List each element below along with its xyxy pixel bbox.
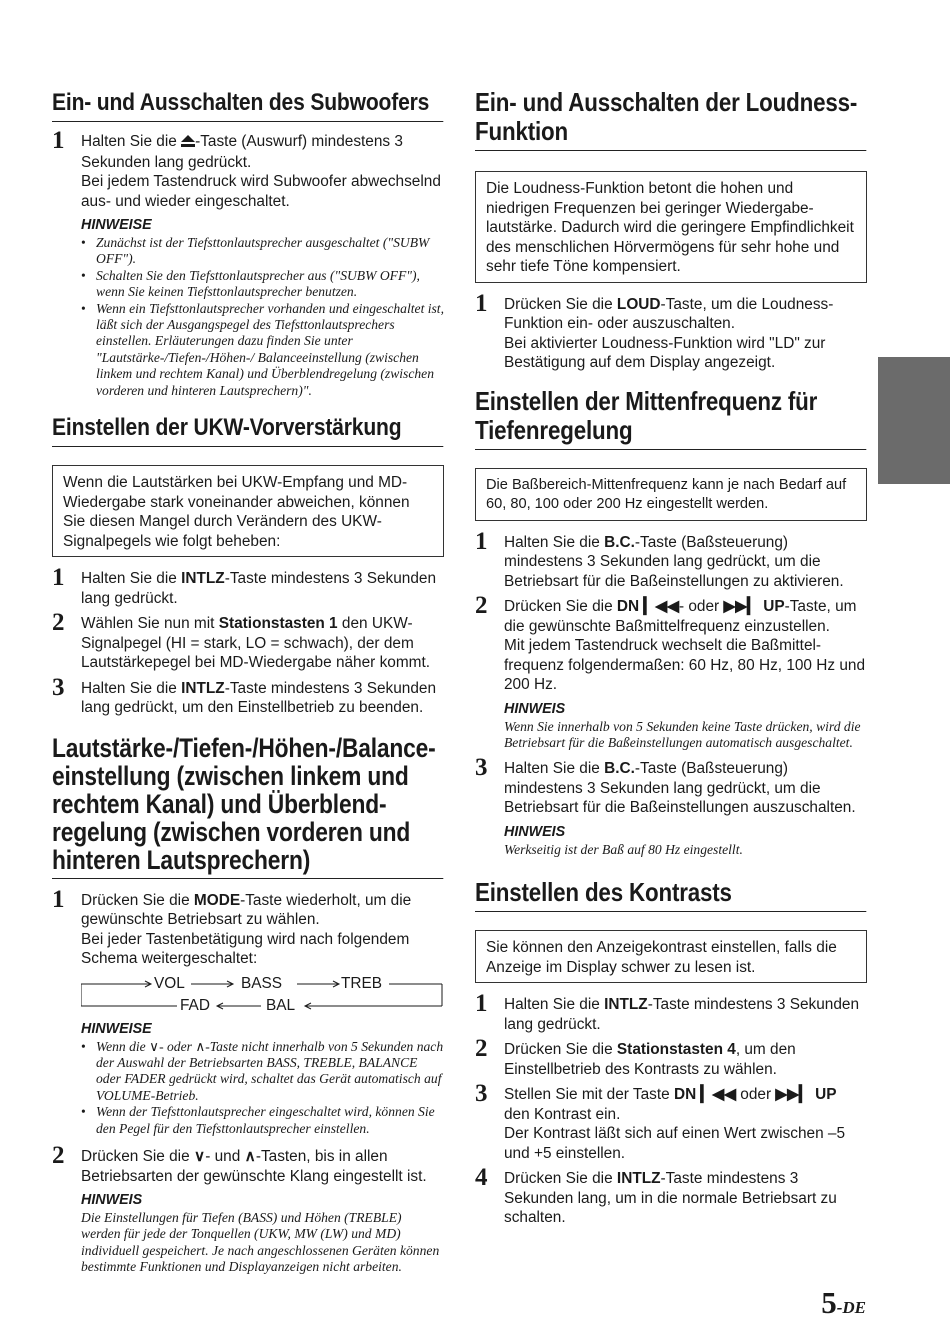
ukw-step-2: 2 Wählen Sie nun mit Stationstasten 1 den UKW-Signalpegel (HI = stark, LO = schwach), der dem Lautstärkepegel bei MD-Wiedergabe näher kommt. [52, 609, 431, 672]
midfreq-info-box: Die Baßbereich-Mittenfrequenz kann je nach Bedarf auf 60, 80, 100 oder 200 Hz eingestellt werden. [475, 468, 867, 521]
volume-section-heading [52, 734, 444, 879]
scheme-fad: FAD [180, 996, 210, 1014]
scheme-bass: BASS [241, 974, 283, 992]
subwoofer-notes [81, 235, 444, 399]
midfreq-step-2: 2 Drücken Sie die DN ▎◀◀- oder ▶▶▎ UP-Taste, um die gewünschte Baßmittelfrequenz einzustellen. Mit jedem Tastendruck wechselt die Baßmittel-frequenz folgendermaßen: 60 Hz, 80 Hz, 100 Hz und 200 Hz. [475, 592, 866, 693]
volume-notes [81, 1039, 444, 1137]
mode-key-label: MODE [193, 891, 241, 909]
subwoofer-step-1: 1 Halten Sie die -Taste (Auswurf) mindestens 3 Sekunden lang gedrückt. Bei jedem Tastendruck wird Subwoofer abwechselnd aus- und wieder eingeschaltet. [52, 127, 441, 210]
loudness-section-heading [475, 88, 867, 151]
contrast-section-heading [475, 878, 867, 912]
section-tab-marker [878, 357, 950, 484]
ukw-step-3: 3 Halten Sie die INTLZ-Taste mindestens 3 Sekunden lang gedrückt, um den Einstellbetrieb zu beenden. [52, 673, 437, 717]
next-track-icon: ▶▶▎ [775, 1086, 811, 1104]
midfreq-section-heading [475, 387, 867, 450]
scheme-treb: TREB [341, 974, 383, 992]
volume-title: Lautstärke-/Tiefen-/Höhen-/Balance-einstellung (zwischen linkem und rechtem Kanal) und Überblend-regelung (zwischen vorderen und hinteren Lautsprechern) [52, 734, 443, 879]
midfreq-note2: Werkseitig ist der Baß auf 80 Hz eingestellt. [504, 841, 743, 857]
bc-key-label: B.C. [604, 760, 635, 778]
intlz-key-label: INTLZ [181, 679, 225, 697]
volume-notes-heading: HINWEISE [81, 1020, 152, 1037]
up-arrow-icon: ∧ [244, 1148, 256, 1165]
midfreq-step-3: 3 Halten Sie die B.C.-Taste (Baßsteuerung) mindestens 3 Sekunden lang gedrückt, um die Betriebsart für die Baßeinstellungen auszuschalten. [475, 754, 856, 817]
volume-step-1: 1 Drücken Sie die MODE-Taste wiederholt, um die gewünschte Betriebsart zu wählen. Bei jeder Tastenbetätigung wird nach folgendem Schema weitergeschaltet: [52, 885, 412, 968]
contrast-step-2: 2 Drücken Sie die Stationstasten 4, um den Einstellbetrieb des Kontrasts zu wählen. [475, 1035, 796, 1078]
down-arrow-icon: ∨ [193, 1148, 206, 1165]
volume-step-2: 2 Drücken Sie die ∨- und ∧-Tasten, bis in allen Betriebsarten der gewünschte Klang eingestellt ist. [52, 1142, 427, 1185]
contrast-title: Einstellen des Kontrasts [475, 878, 866, 912]
left-column [52, 88, 444, 1284]
scheme-vol: VOL [154, 974, 185, 992]
ukw-section-heading [52, 413, 444, 447]
subwoofer-title: Ein- und Ausschalten des Subwoofers [52, 88, 443, 122]
page-number: 5-DE [821, 1285, 866, 1320]
midfreq-note1: Wenn Sie innerhalb von 5 Sekunden keine Taste drücken, wird die Betriebsart für die Baßeinstellungen automatisch ausgeschaltet. [504, 718, 861, 750]
next-track-icon: ▶▶▎ [723, 598, 759, 615]
contrast-info-box: Sie können den Anzeigekontrast einstellen, falls die Anzeige im Display schwer zu lesen ist. [475, 930, 867, 983]
midfreq-note1-heading: HINWEIS [504, 700, 566, 717]
midfreq-title: Einstellen der Mittenfrequenz für Tiefenregelung [475, 387, 866, 450]
volume-note: Die Einstellungen für Tiefen (BASS) und Höhen (TREBLE) werden für jede der Tonquellen (UKW, MW (LW) und MD) individuell gespeichert. Je nach angeschlossenen Geräten können bestimmte Funktionen und Displayanzeigen nicht arbeiten. [81, 1210, 440, 1275]
ukw-title: Einstellen der UKW-Vorverstärkung [52, 413, 443, 447]
up-arrow-icon: ∧ [195, 1038, 206, 1054]
volume-note-heading: HINWEIS [81, 1192, 143, 1208]
bc-key-label: B.C. [604, 533, 635, 551]
note-item: • Wenn die ∨- oder ∧-Taste nicht innerhalb von 5 Sekunden nach der Auswahl der Betriebsarten BASS, TREBLE, BALANCE oder FADER gedrückt wird, schaltet das Gerät automatisch auf VOLUME-Betrieb. [81, 1039, 444, 1105]
note-item: • Zunächst ist der Tiefsttonlautsprecher ausgeschaltet ("SUBW OFF"). [81, 235, 444, 268]
eject-icon [181, 133, 195, 153]
loudness-step-1: 1 Drücken Sie die LOUD-Taste, um die Loudness-Funktion ein- oder auszuschalten. Bei aktivierter Loudness-Funktion wird "LD" zur Bestätigung auf dem Display angezeigt. [475, 289, 834, 371]
loudness-title: Ein- und Ausschalten der Loudness-Funktion [475, 88, 866, 151]
subwoofer-section-heading [52, 88, 444, 122]
right-column [475, 88, 867, 1234]
intlz-key-label: INTLZ [604, 996, 648, 1014]
step-number: 1 [52, 127, 65, 154]
previous-track-icon: ▎◀◀ [643, 598, 679, 615]
subwoofer-notes-heading: HINWEISE [81, 217, 152, 233]
previous-track-icon: ▎◀◀ [700, 1086, 736, 1104]
preset-key-label: Stationstasten 4 [616, 1041, 736, 1059]
note-item: • Wenn ein Tiefsttonlautsprecher vorhanden und eingeschaltet ist, läßt sich der Ausgangspegel des Tiefsttonlautsprechers einstellen. Erläuterungen dazu finden Sie unter "Lautstärke-/Tiefen-/Höhen-/ Balanceeinstellung (zwischen linkem und rechtem Kanal) und Überblendregelung (zwischen vorderen und hinteren Lautsprechern)". [81, 301, 444, 399]
ukw-step-1: 1 Halten Sie die INTLZ-Taste mindestens 3 Sekunden lang gedrückt. [52, 564, 437, 607]
contrast-step-3: 3 Stellen Sie mit der Taste DN ▎◀◀ oder ▶▶▎ UP den Kontrast ein. Der Kontrast läßt sich auf einen Wert zwischen –5 und +5 einstellen. [475, 1080, 846, 1162]
intlz-key-label: INTLZ [181, 570, 225, 588]
contrast-step-4: 4 Drücken Sie die INTLZ-Taste mindestens 3 Sekunden lang, um in die normale Betriebsart zu schalten. [475, 1164, 837, 1227]
note-item: • Wenn der Tiefsttonlautsprecher eingeschaltet wird, können Sie den Pegel für den Tiefsttonlautsprecher einstellen. [81, 1104, 444, 1137]
mode-cycle-diagram [81, 975, 443, 1015]
scheme-bal: BAL [266, 996, 296, 1014]
midfreq-note2-heading: HINWEIS [504, 823, 566, 840]
preset-key-label: Stationstasten 1 [218, 615, 338, 633]
ukw-info-box: Wenn die Lautstärken bei UKW-Empfang und MD-Wiedergabe stark voneinander abweichen, können Sie diesen Mangel durch Verändern des UKW-Signalpegels wie folgt beheben: [52, 465, 444, 557]
midfreq-step-1: 1 Halten Sie die B.C.-Taste (Baßsteuerung) mindestens 3 Sekunden lang gedrückt, um die Betriebsart für die Baßeinstellungen zu aktivieren. [475, 527, 844, 590]
intlz-key-label: INTLZ [616, 1170, 661, 1188]
note-item: • Schalten Sie den Tiefsttonlautsprecher aus ("SUBW OFF"), wenn Sie keinen Tiefsttonlautsprecher benutzen. [81, 268, 444, 301]
loud-key-label: LOUD [616, 295, 661, 313]
contrast-step-1: 1 Halten Sie die INTLZ-Taste mindestens 3 Sekunden lang gedrückt. [475, 990, 860, 1033]
down-arrow-icon: ∨ [149, 1038, 160, 1054]
loudness-info-box: Die Loudness-Funktion betont die hohen und niedrigen Frequenzen bei geringer Wiedergabe-lautstärke. Dadurch wird die geringere Empfindlichkeit des menschlichen Hörvermögens für sehr hohe und sehr tiefe Töne kompensiert. [475, 171, 867, 283]
